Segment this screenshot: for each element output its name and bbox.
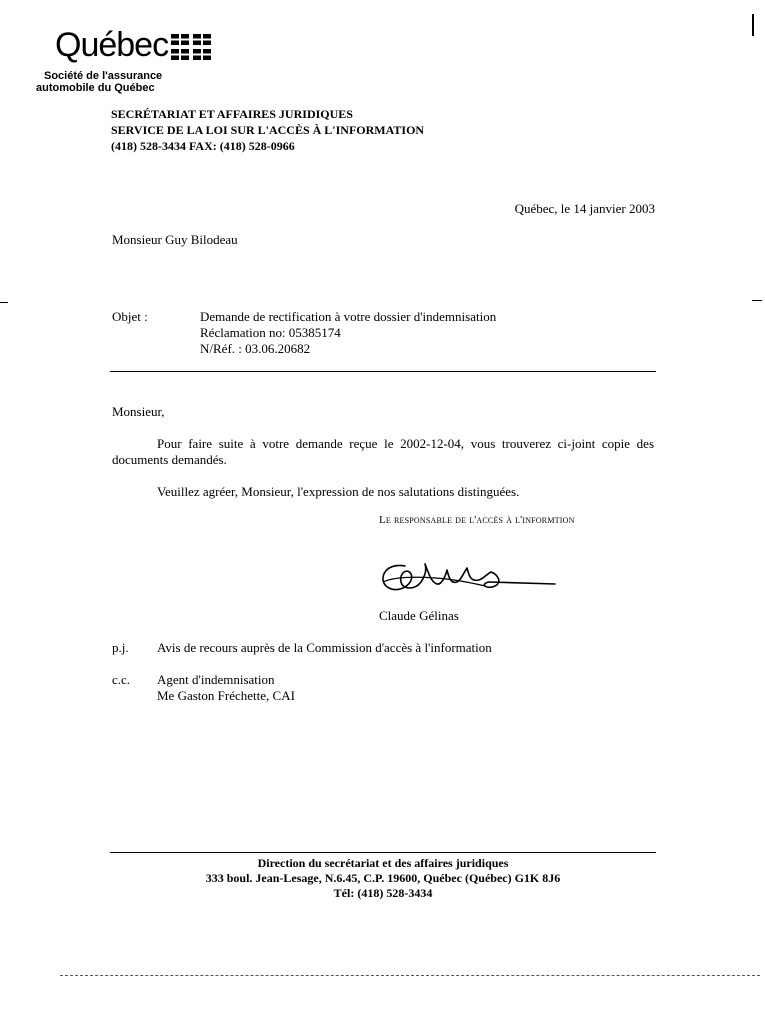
quebec-logo-wordmark: Québec: [55, 26, 169, 64]
footer-divider: [110, 852, 656, 853]
footer-address: [110, 856, 656, 901]
subject-lines: [200, 309, 496, 357]
footer-line: Tél: (418) 528-3434: [333, 886, 433, 900]
enclosure-label: p.j.: [112, 640, 129, 655]
quebec-flag-icon: [170, 33, 212, 61]
department-name: SECRÉTARIAT ET AFFAIRES JURIDIQUES: [111, 107, 353, 121]
service-name: SERVICE DE LA LOI SUR L'ACCÈS À L'INFORMATION: [111, 123, 425, 137]
cc-item: Agent d'indemnisation: [157, 672, 275, 687]
department-phone-fax: (418) 528-3434 FAX: (418) 528-0966: [111, 139, 295, 153]
subject-divider: [110, 371, 656, 372]
department-block: [111, 106, 424, 154]
scan-mark: [752, 300, 762, 301]
cc-item: Me Gaston Fréchette, CAI: [157, 688, 295, 703]
subject-label: Objet :: [112, 309, 148, 324]
handwritten-signature: [375, 552, 560, 602]
responsible-title: Le responsable de l'accès à l'informtion: [379, 514, 575, 526]
footer-line: 333 boul. Jean-Lesage, N.6.45, C.P. 19600, Québec (Québec) G1K 8J6: [205, 871, 561, 885]
recipient-name: Monsieur Guy Bilodeau: [112, 232, 238, 247]
enclosure-text: Avis de recours auprès de la Commission d'accès à l'information: [157, 640, 492, 655]
closing-paragraph: Veuillez agréer, Monsieur, l'expression de nos salutations distinguées.: [157, 484, 520, 499]
org-line-1: Société de l'assurance: [44, 70, 163, 82]
letter-date: Québec, le 14 janvier 2003: [514, 201, 655, 216]
scan-mark: [0, 302, 8, 303]
org-line-2: automobile du Québec: [36, 82, 155, 94]
claim-number-line: Réclamation no: 05385174: [200, 325, 341, 340]
body-paragraph: Pour faire suite à votre demande reçue le 2002-12-04, vous trouverez ci-joint copie des documents demandés.: [112, 436, 654, 467]
scan-edge-line: [60, 975, 760, 976]
salutation: Monsieur,: [112, 404, 165, 419]
cc-label: c.c.: [112, 672, 131, 687]
subject-line: Demande de rectification à votre dossier d'indemnisation: [200, 309, 497, 324]
footer-line: Direction du secrétariat et des affaires juridiques: [257, 856, 509, 870]
organization-name: [36, 70, 162, 94]
cc-list: [157, 672, 295, 704]
signer-name: Claude Gélinas: [379, 608, 459, 623]
scan-mark: [752, 14, 754, 36]
reference-line: N/Réf. : 03.06.20682: [200, 341, 311, 356]
